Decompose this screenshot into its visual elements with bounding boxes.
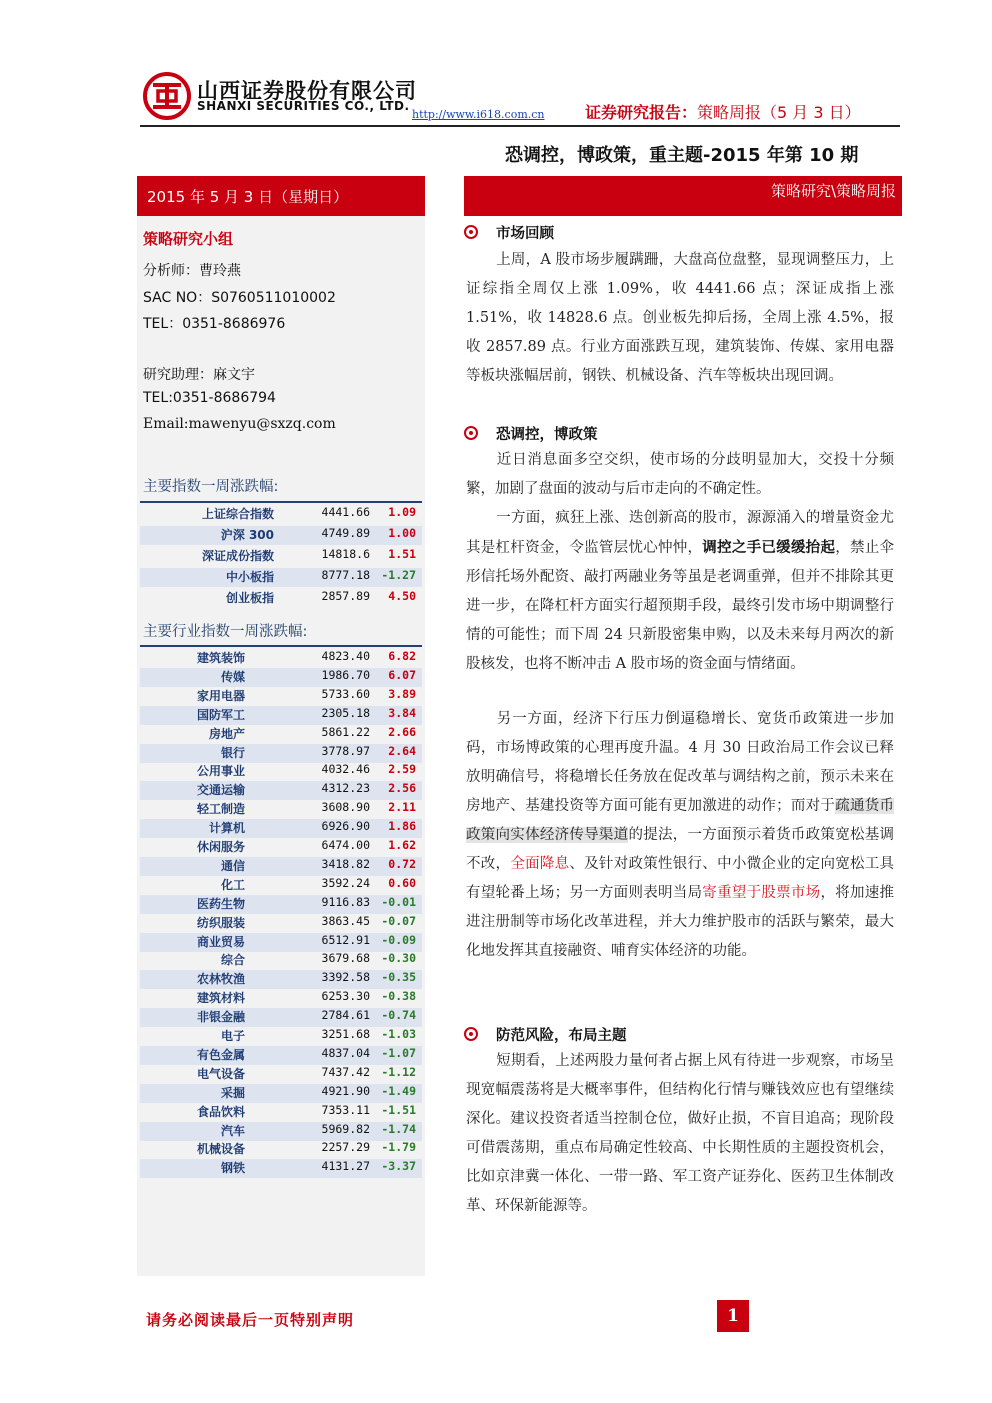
row-change: -0.35 <box>381 970 416 985</box>
row-value: 6253.30 <box>321 989 370 1004</box>
row-change: -0.74 <box>381 1008 416 1023</box>
row-change: -1.49 <box>381 1083 416 1098</box>
page-title: 恐调控，博政策，重主题-2015 年第 10 期 <box>505 145 859 166</box>
table-row <box>140 687 422 706</box>
row-value: 7353.11 <box>321 1102 370 1117</box>
section-title: 防范风险，布局主题 <box>496 1028 627 1044</box>
row-value: 6512.91 <box>321 932 370 947</box>
industry-table-rule <box>140 645 422 647</box>
row-change: -0.30 <box>381 951 416 966</box>
page-number: 1 <box>717 1300 749 1332</box>
row-change: 1.00 <box>388 526 416 540</box>
row-value: 3392.58 <box>321 970 370 985</box>
section-heading <box>464 423 598 444</box>
row-value: 7437.42 <box>321 1064 370 1079</box>
assistant-tel: TEL:0351-8686794 <box>143 390 276 406</box>
row-value: 5969.82 <box>321 1121 370 1136</box>
row-name: 传媒 <box>220 669 245 684</box>
row-value: 9116.83 <box>321 894 370 909</box>
paragraph-text: ，禁止伞形信托场外配资、敲打两融业务等虽是老调重弹，但并不排除其更进一步，在降杠杆方面实行超预期手段，最终引发市场中期调整行情的可能性；而下周 24 只新股密集申购，以及未来每月两次的新股核发，也将不断冲击 A 股市场的资金面与情绪面。 <box>466 540 895 672</box>
row-value: 3679.68 <box>321 951 370 966</box>
row-change: -0.01 <box>381 894 416 909</box>
table-row <box>140 914 422 933</box>
row-name: 纺织服装 <box>196 915 245 930</box>
section-heading <box>464 222 554 243</box>
row-change: -0.09 <box>381 932 416 947</box>
row-value: 1986.70 <box>321 667 370 682</box>
row-change: -3.37 <box>381 1159 416 1174</box>
row-name: 医药生物 <box>196 896 245 911</box>
table-row <box>140 857 422 876</box>
row-value: 2305.18 <box>321 705 370 720</box>
paragraph <box>466 246 894 391</box>
team-name: 策略研究小组 <box>143 230 234 248</box>
table-row <box>140 933 422 952</box>
row-value: 14818.6 <box>321 547 370 561</box>
row-name: 食品饮料 <box>196 1104 245 1119</box>
table-row <box>140 649 422 668</box>
table-row <box>140 568 422 587</box>
row-name: 中小板指 <box>225 570 274 584</box>
row-change: -1.51 <box>381 1102 416 1117</box>
row-change: -0.07 <box>381 913 416 928</box>
table-row <box>140 1027 422 1046</box>
row-value: 4837.04 <box>321 1045 370 1060</box>
paragraph <box>466 1047 894 1221</box>
table-row <box>140 706 422 725</box>
row-value: 4823.40 <box>321 649 370 663</box>
row-value: 2257.29 <box>321 1140 370 1155</box>
row-change: 1.86 <box>388 819 416 834</box>
row-change: -1.27 <box>381 568 416 582</box>
row-value: 4921.90 <box>321 1083 370 1098</box>
row-change: -1.12 <box>381 1064 416 1079</box>
row-name: 农林牧渔 <box>196 972 245 987</box>
bullet-icon <box>464 225 478 239</box>
row-change: 2.11 <box>388 800 416 815</box>
row-name: 通信 <box>220 858 245 873</box>
row-name: 上证综合指数 <box>201 507 274 521</box>
row-value: 2784.61 <box>321 1008 370 1023</box>
paragraph <box>466 705 894 966</box>
table-row <box>140 668 422 687</box>
assistant-email[interactable]: Email:mawenyu@sxzq.com <box>143 416 336 432</box>
table-row <box>140 970 422 989</box>
row-name: 化工 <box>220 877 245 892</box>
row-value: 3592.24 <box>321 875 370 890</box>
assistant-name: 研究助理：麻文宇 <box>143 367 255 383</box>
row-name: 有色金属 <box>196 1047 245 1062</box>
row-name: 房地产 <box>208 726 245 741</box>
row-change: -1.03 <box>381 1027 416 1041</box>
website-link[interactable]: http://www.i618.com.cn <box>412 108 545 121</box>
row-name: 采掘 <box>220 1085 245 1100</box>
index-table-rule <box>140 501 422 503</box>
table-row <box>140 762 422 781</box>
row-name: 公用事业 <box>196 764 245 779</box>
row-change: 1.51 <box>388 547 416 561</box>
row-value: 5861.22 <box>321 724 370 739</box>
table-row <box>140 1065 422 1084</box>
row-value: 5733.60 <box>321 686 370 701</box>
paragraph-text: 一方面，疯狂上涨、迭创新高的股市，源源涌入的增量资金尤其是杠杆资金，令监管层忧心忡忡， <box>466 510 894 556</box>
table-row <box>140 1046 422 1065</box>
red-text: 寄重望于股票市场 <box>702 885 821 901</box>
row-name: 机械设备 <box>196 1142 245 1157</box>
row-change: 0.60 <box>388 875 416 890</box>
paragraph-text: 、及针对政策性银行、中小微企业的定向宽松工具有望轮番上场；另一方面则表明当局 <box>466 856 895 901</box>
table-row <box>140 547 422 566</box>
table-row <box>140 1008 422 1027</box>
row-value: 4312.23 <box>321 781 370 796</box>
row-name: 建筑材料 <box>196 991 245 1006</box>
row-change: 0.72 <box>388 856 416 871</box>
company-logo <box>143 72 191 120</box>
paragraph <box>466 446 894 504</box>
paragraph-text: 另一方面，经济下行压力倒逼稳增长、宽货币政策进一步加码，市场博政策的心理再度升温。4 月 30 日政治局工作会议已释放明确信号，将稳增长任务放在促改革与调结构之前，预示未来在房地产、基建投资等方面可能有更加激进的动作；而对于 <box>466 711 894 814</box>
row-name: 商业贸易 <box>196 934 245 949</box>
table-row <box>140 1084 422 1103</box>
analyst-sac: SAC NO：S0760511010002 <box>143 290 336 306</box>
row-name: 交通运输 <box>196 783 245 798</box>
table-row <box>140 876 422 895</box>
row-name: 电气设备 <box>196 1066 245 1081</box>
highlighted-text: 疏通货币政策向实体经济传导渠道 <box>466 798 895 843</box>
row-value: 4441.66 <box>321 505 370 519</box>
report-type-label: 策略周报（5 月 3 日） <box>697 103 861 122</box>
table-row <box>140 1103 422 1122</box>
row-value: 3608.90 <box>321 800 370 815</box>
row-name: 国防军工 <box>196 707 245 722</box>
row-change: 6.07 <box>388 667 416 682</box>
paragraph-text: 的提法，一方面预示着货币政策宽松基调不改， <box>466 827 895 872</box>
table-row <box>140 725 422 744</box>
table-row <box>140 951 422 970</box>
row-change: 4.50 <box>388 589 416 603</box>
row-value: 8777.18 <box>321 568 370 582</box>
paragraph <box>466 504 894 679</box>
table-row <box>140 744 422 763</box>
paragraph-text: 近日消息面多空交织，使市场的分歧明显加大，交投十分频繁，加剧了盘面的波动与后市走向的不确定性。 <box>466 452 894 497</box>
row-name: 钢铁 <box>220 1161 245 1176</box>
row-change: 2.66 <box>388 724 416 739</box>
row-change: 3.84 <box>388 705 416 720</box>
analyst-tel: TEL：0351-8686976 <box>143 316 286 332</box>
row-name: 深证成份指数 <box>201 549 274 563</box>
row-value: 2857.89 <box>321 589 370 603</box>
row-value: 3418.82 <box>321 856 370 871</box>
row-change: -1.74 <box>381 1121 416 1136</box>
row-change: 2.64 <box>388 743 416 758</box>
row-name: 建筑装饰 <box>196 651 245 665</box>
row-value: 4032.46 <box>321 762 370 777</box>
row-name: 非银金融 <box>196 1010 245 1025</box>
row-value: 4131.27 <box>321 1159 370 1174</box>
row-change: -1.07 <box>381 1045 416 1060</box>
industry-table-title: 主要行业指数一周涨跌幅: <box>143 624 308 640</box>
row-value: 6474.00 <box>321 838 370 852</box>
red-text: 全面降息 <box>510 856 570 872</box>
table-row <box>140 1159 422 1178</box>
row-change: 2.59 <box>388 762 416 777</box>
report-prefix: 证券研究报告： <box>585 103 698 122</box>
report-type <box>585 100 861 123</box>
bullet-icon <box>464 426 478 440</box>
row-value: 6926.90 <box>321 819 370 834</box>
row-value: 3863.45 <box>321 913 370 928</box>
analyst-name: 分析师：曹玲燕 <box>143 263 241 279</box>
header-divider <box>140 125 900 127</box>
section-bar-label: 策略研究\策略周报 <box>770 182 896 200</box>
row-change: -0.38 <box>381 989 416 1004</box>
paragraph-text: ，将加速推进注册制等市场化改革进程，并大力维护股市的活跃与繁荣，最大化地发挥其直接融资、哺育实体经济的功能。 <box>466 885 895 959</box>
row-change: 1.62 <box>388 838 416 852</box>
row-name: 银行 <box>220 745 245 760</box>
row-name: 创业板指 <box>225 591 274 605</box>
company-name-cn: 山西证券股份有限公司 <box>197 79 417 103</box>
section-bar <box>464 176 902 216</box>
section-bar-rule <box>464 214 902 216</box>
table-row <box>140 589 422 608</box>
table-row <box>140 989 422 1008</box>
section-title: 恐调控，博政策 <box>496 427 598 443</box>
row-name: 电子 <box>220 1029 245 1043</box>
row-change: 3.89 <box>388 686 416 701</box>
row-value: 4749.89 <box>321 526 370 540</box>
emphasis-text: 调控之手已缓缓抬起 <box>702 539 836 556</box>
company-name-en: SHANXI SECURITIES CO., LTD. <box>197 99 410 113</box>
bullet-icon <box>464 1027 478 1041</box>
row-name: 家用电器 <box>196 688 245 703</box>
row-change: 2.56 <box>388 781 416 796</box>
row-name: 轻工制造 <box>196 802 245 817</box>
table-row <box>140 1140 422 1159</box>
row-name: 计算机 <box>208 821 245 836</box>
table-row <box>140 819 422 838</box>
disclaimer-note: 请务必阅读最后一页特别声明 <box>146 1311 355 1329</box>
row-value: 3778.97 <box>321 743 370 758</box>
table-row <box>140 781 422 800</box>
table-row <box>140 505 422 524</box>
row-change: -1.79 <box>381 1140 416 1155</box>
row-change: 6.82 <box>388 649 416 663</box>
table-row <box>140 526 422 545</box>
report-date: 2015 年 5 月 3 日（星期日） <box>137 176 425 216</box>
paragraph-text: 上周，A 股市场步履蹒跚，大盘高位盘整，显现调整压力，上证综指全周仅上涨 1.09%，收 4441.66 点；深证成指上涨 1.51%，收 14828.6 点。创业板先抑后扬，全周上涨 4.5%，报收 2857.89 点。行业方面涨跌互现，建筑装饰、传媒、家用电器等板块涨幅居前，钢铁、机械设备、汽车等板块出现回调。 <box>466 252 894 384</box>
row-change: 1.09 <box>388 505 416 519</box>
index-table-title: 主要指数一周涨跌幅: <box>143 479 279 495</box>
table-row <box>140 838 422 857</box>
table-row <box>140 800 422 819</box>
section-title: 市场回顾 <box>496 226 554 242</box>
table-row <box>140 1122 422 1141</box>
row-name: 休闲服务 <box>196 840 245 854</box>
table-row <box>140 895 422 914</box>
row-name: 综合 <box>220 953 245 968</box>
row-value: 3251.68 <box>321 1027 370 1041</box>
row-name: 汽车 <box>220 1123 245 1138</box>
row-name: 沪深 300 <box>220 528 274 542</box>
paragraph-text: 短期看，上述两股力量何者占据上风有待进一步观察，市场呈现宽幅震荡将是大概率事件，但结构化行情与赚钱效应也有望继续深化。建议投资者适当控制仓位，做好止损，不盲目追高；现阶段可借震荡期，重点布局确定性较高、中长期性质的主题投资机会，比如京津冀一体化、一带一路、军工资产证券化、医药卫生体制改革、环保新能源等。 <box>466 1053 894 1214</box>
section-heading <box>464 1024 627 1045</box>
